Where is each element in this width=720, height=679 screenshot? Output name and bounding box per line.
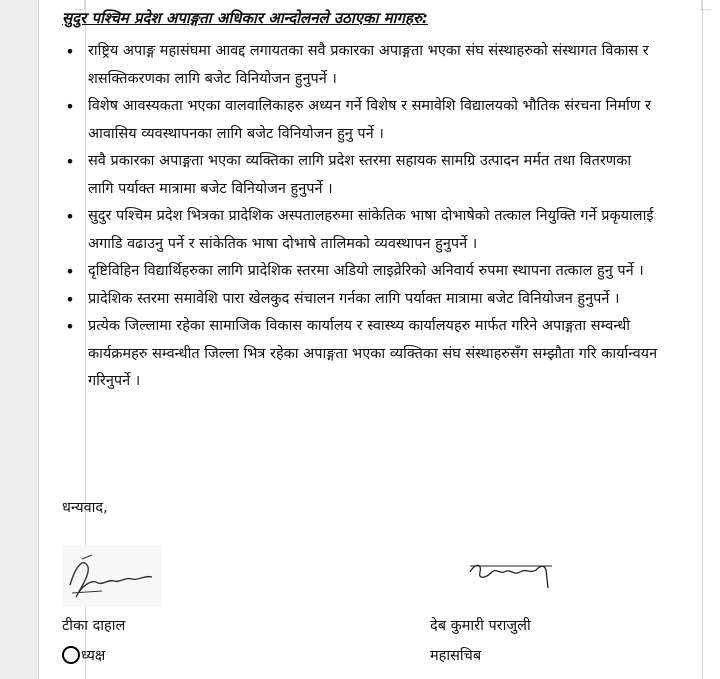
bullet-icon: • [65,152,75,171]
list-item-text: प्रादेशिक स्तरमा समावेशि पारा खेलकुद संचालन गर्नका लागि पर्याक्त मात्रामा बजेट विनियोजन हुनुपर्ने । [88,290,620,307]
signatory-right-role: महासचिब [430,648,482,664]
list-item-text: सवै प्रकारका अपाङ्गता भएका व्यक्तिका लागि प्रदेश स्तरमा सहायक सामग्रि उत्पादन मर्मत तथा वितरणका लागि पर्याक्त मात्रामा बजेट विनियोजन हुनुपर्ने । [88,153,632,197]
bullet-icon: • [65,317,75,336]
demands-list [60,38,660,396]
bullet-icon: • [65,42,75,61]
list-item-text: राष्ट्रिय अपाङ्ग महासंघमा आवद्द लगायतका सवै प्रकारका अपाङ्गता भएका संघ संस्थाहरुको संस्थागत विकास र शसक्तिकरणका लागि बजेट विनियोजन हुनुपर्ने । [88,43,649,87]
bullet-icon: • [65,262,75,281]
signatory-left-name: टीका दाहाल [62,618,126,634]
margin-corner-mark-right [701,0,711,10]
list-item-text: दृष्टिविहिन विद्यार्थिहरुका लागि प्रादेशिक स्तरमा अडियो लाइव्रेरिको अनिवार्य रुपमा स्थापना तत्काल हुनु पर्ने । [88,263,644,279]
list-item-text: विशेष आवस्यकता भएका वालवालिकाहरु अध्यन गर्ने विशेष र समावेशि विद्यालयको भौतिक संरचना निर्माण र आवासिय व्यवस्थापनका लागि बजेट विनियोजन हुनु पर्ने । [88,98,651,142]
circle-mark-icon [62,646,80,664]
list-item [60,93,660,148]
list-item [60,148,660,203]
signature-left-image [62,545,162,607]
signatory-left-role: ध्यक्ष [81,648,106,664]
list-item [60,38,660,93]
document-heading: सुदुर पश्चिम प्रदेश अपाङ्गता अधिकार आन्दोलनले उठाएका मागहरु: [62,9,428,27]
list-item [60,313,660,396]
signatory-left-role-wrap [62,645,105,665]
signatory-right-name: देब कुमारी पराजुली [430,618,531,634]
bullet-icon: • [65,97,75,116]
list-item [60,258,660,286]
signature-right-image [466,552,558,592]
list-item [60,286,660,314]
list-item-text: प्रत्येक जिल्लामा रहेका सामाजिक विकास कार्यालय र स्वास्थ्य कार्यालयहरु मार्फत गरिने अपाङ्गता सम्वन्धी कार्यक्रमहरु सम्वन्धीत जिल्ला भित्र रहेका अपाङ्गता भएका व्यक्तिका संघ संस्थाहरुसँग सम्झौता गरि कार्यान्वयन गरिनुपर्ने । [88,318,658,389]
list-item-text: सुदुर पश्चिम प्रदेश भित्रका प्रादेशिक अस्पतालहरुमा सांकेतिक भाषा दोभाषेको तत्काल नियुक्ति गर्ने प्रकृयालाई अगाडि वढाउनु पर्ने र सांकेतिक भाषा दोभाषे तालिमको व्यवस्थापन हुनुपर्ने । [88,208,654,252]
bullet-icon: • [65,207,75,226]
closing-thanks: धन्यवाद, [62,500,108,516]
bullet-icon: • [65,289,75,309]
list-item [60,203,660,258]
